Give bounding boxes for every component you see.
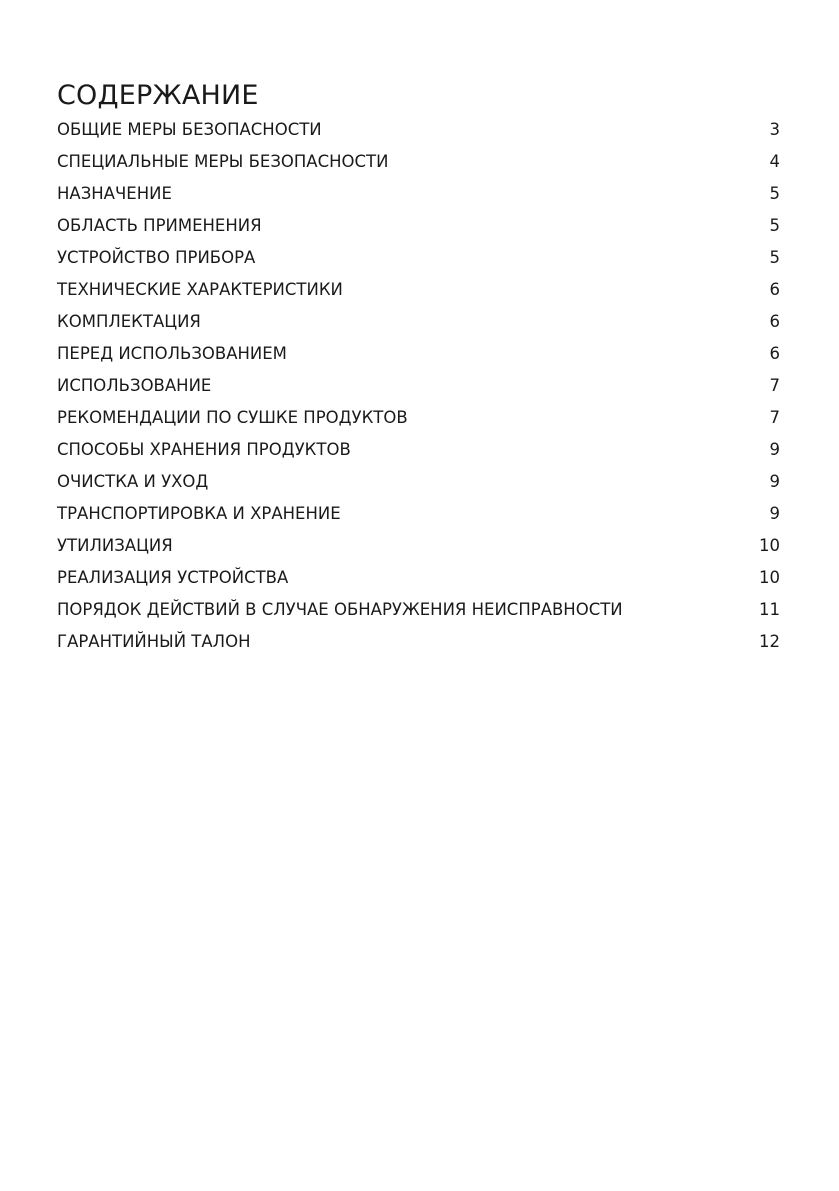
toc-entry-label: РЕАЛИЗАЦИЯ УСТРОЙСТВА: [57, 568, 289, 587]
toc-entry-page-number: 10: [759, 536, 780, 555]
toc-entry-label: ОБЛАСТЬ ПРИМЕНЕНИЯ: [57, 216, 262, 235]
toc-entry[interactable]: [57, 498, 780, 530]
page-title: СОДЕРЖАНИЕ: [57, 80, 259, 111]
toc-entry-page-number: 10: [759, 568, 780, 587]
toc-entry[interactable]: [57, 338, 780, 370]
toc-entry-page-number: 3: [769, 120, 780, 139]
toc-entry-label: УСТРОЙСТВО ПРИБОРА: [57, 248, 256, 267]
toc-entry-page-number: 9: [769, 440, 780, 459]
toc-entry[interactable]: [57, 274, 780, 306]
toc-entry-page-number: 7: [769, 376, 780, 395]
toc-entry[interactable]: [57, 146, 780, 178]
toc-entry-label: ТРАНСПОРТИРОВКА И ХРАНЕНИЕ: [57, 504, 341, 523]
toc-entry-label: ГАРАНТИЙНЫЙ ТАЛОН: [57, 632, 251, 651]
toc-entry[interactable]: [57, 370, 780, 402]
toc-entry-label: ОЧИСТКА И УХОД: [57, 472, 209, 491]
toc-entry[interactable]: [57, 562, 780, 594]
toc-entry[interactable]: [57, 626, 780, 658]
toc-entry[interactable]: [57, 242, 780, 274]
toc-entry-label: СПОСОБЫ ХРАНЕНИЯ ПРОДУКТОВ: [57, 440, 351, 459]
toc-entry[interactable]: [57, 434, 780, 466]
toc-entry-page-number: 9: [769, 504, 780, 523]
toc-entry[interactable]: [57, 114, 780, 146]
toc-entry[interactable]: [57, 530, 780, 562]
toc-entry[interactable]: [57, 466, 780, 498]
table-of-contents: [57, 114, 780, 658]
toc-entry-label: КОМПЛЕКТАЦИЯ: [57, 312, 201, 331]
toc-entry-page-number: 6: [769, 312, 780, 331]
toc-entry[interactable]: [57, 306, 780, 338]
toc-entry-page-number: 11: [759, 600, 780, 619]
toc-entry-label: ОБЩИЕ МЕРЫ БЕЗОПАСНОСТИ: [57, 120, 322, 139]
toc-entry-label: НАЗНАЧЕНИЕ: [57, 184, 172, 203]
toc-entry[interactable]: [57, 402, 780, 434]
toc-entry-page-number: 12: [759, 632, 780, 651]
toc-entry-page-number: 7: [769, 408, 780, 427]
toc-entry-page-number: 6: [769, 280, 780, 299]
toc-entry-label: УТИЛИЗАЦИЯ: [57, 536, 173, 555]
toc-entry-page-number: 5: [769, 216, 780, 235]
toc-entry-label: ПОРЯДОК ДЕЙСТВИЙ В СЛУЧАЕ ОБНАРУЖЕНИЯ НЕИСПРАВНОСТИ: [57, 600, 623, 619]
toc-entry-label: РЕКОМЕНДАЦИИ ПО СУШКЕ ПРОДУКТОВ: [57, 408, 408, 427]
toc-entry-label: ТЕХНИЧЕСКИЕ ХАРАКТЕРИСТИКИ: [57, 280, 343, 299]
toc-entry-page-number: 6: [769, 344, 780, 363]
toc-entry[interactable]: [57, 594, 780, 626]
toc-entry-label: ПЕРЕД ИСПОЛЬЗОВАНИЕМ: [57, 344, 287, 363]
toc-entry-label: ИСПОЛЬЗОВАНИЕ: [57, 376, 212, 395]
toc-entry[interactable]: [57, 210, 780, 242]
toc-entry-page-number: 4: [769, 152, 780, 171]
toc-entry-page-number: 5: [769, 248, 780, 267]
toc-entry[interactable]: [57, 178, 780, 210]
toc-entry-page-number: 5: [769, 184, 780, 203]
toc-entry-page-number: 9: [769, 472, 780, 491]
toc-entry-label: СПЕЦИАЛЬНЫЕ МЕРЫ БЕЗОПАСНОСТИ: [57, 152, 389, 171]
